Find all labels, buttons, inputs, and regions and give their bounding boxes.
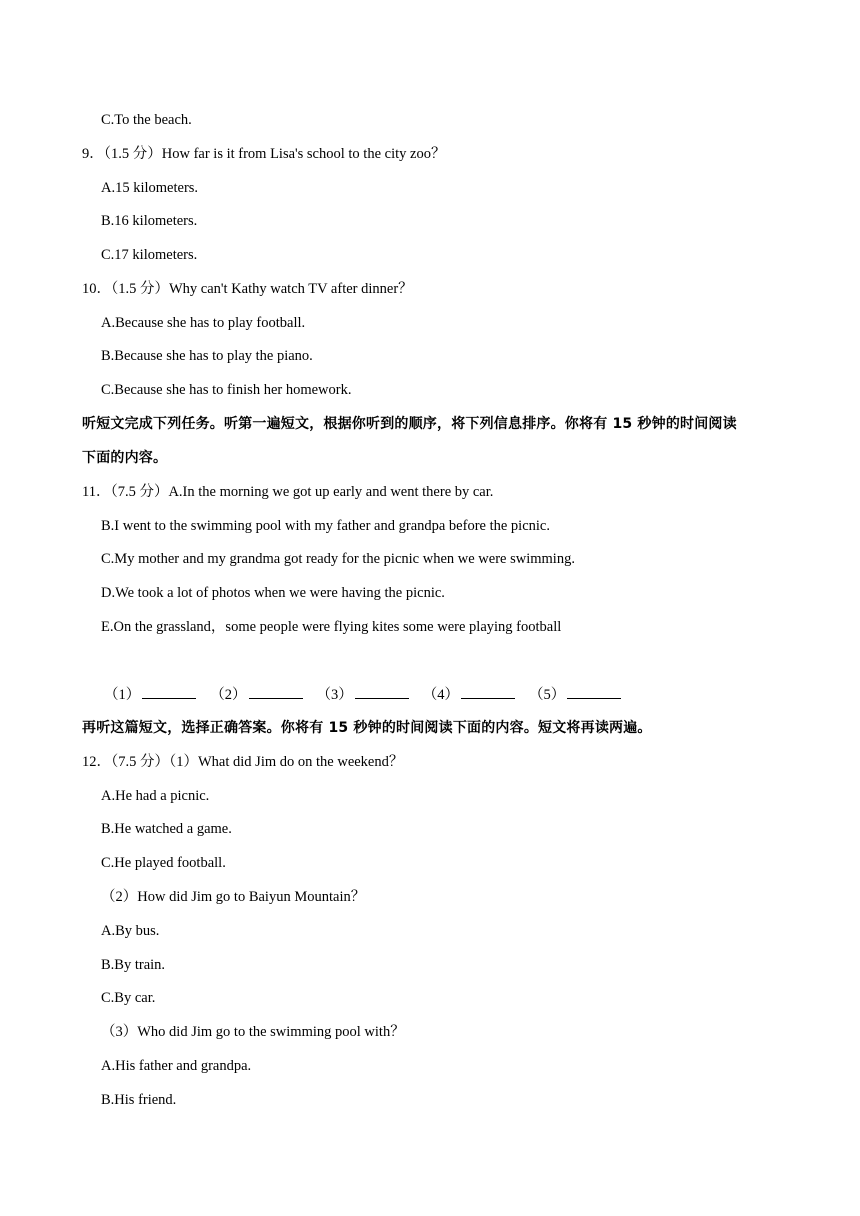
q12-3-option-a: A.His father and grandpa. (101, 1058, 252, 1074)
q10-option-b: B.Because she has to play the piano. (101, 348, 313, 364)
q11-prompt: 11．（7.5 分）A.In the morning we got up early and went there by car. (82, 484, 494, 500)
q9-prompt: 9．（1.5 分）How far is it from Lisa's school to the city zoo？ (82, 146, 446, 162)
q12-1-option-a: A.He had a picnic. (101, 788, 210, 804)
q12-3-prompt: （3）Who did Jim go to the swimming pool with？ (101, 1024, 405, 1040)
q12-2-prompt: （2）How did Jim go to Baiyun Mountain？ (101, 889, 366, 905)
q9-option-b: B.16 kilometers. (101, 213, 198, 229)
q12-2-option-b: B.By train. (101, 957, 166, 973)
blank-line (461, 684, 515, 699)
blank-number: （2） (210, 687, 247, 703)
q11-option-d: D.We took a lot of photos when we were having the picnic. (101, 585, 445, 601)
q11-option-e: E.On the grassland，some people were flying kites some were playing football (101, 619, 562, 635)
blank-number: （3） (316, 687, 353, 703)
q10-prompt: 10．（1.5 分）Why can't Kathy watch TV after dinner？ (82, 281, 413, 297)
blank-line (567, 684, 621, 699)
q9-option-a: A.15 kilometers. (101, 180, 199, 196)
q10-option-c: C.Because she has to finish her homework. (101, 382, 352, 398)
answer-blank[interactable] (104, 684, 196, 705)
answer-blank[interactable] (529, 684, 621, 705)
blank-number: （4） (422, 687, 459, 703)
q12-1-option-b: B.He watched a game. (101, 821, 232, 837)
q12-2-option-a: A.By bus. (101, 923, 160, 939)
q12-prompt: 12．（7.5 分）（1）What did Jim do on the weekend？ (82, 754, 404, 770)
answer-blank[interactable] (210, 684, 302, 705)
answer-blank[interactable] (317, 684, 409, 705)
q8-option-c: C.To the beach. (101, 112, 192, 128)
answer-blank[interactable] (423, 684, 515, 705)
blank-line (249, 684, 303, 699)
q9-option-c: C.17 kilometers. (101, 247, 198, 263)
blank-line (355, 684, 409, 699)
q10-option-a: A.Because she has to play football. (101, 315, 306, 331)
q12-3-option-b: B.His friend. (101, 1092, 177, 1108)
blank-number: （1） (104, 687, 141, 703)
q11-option-b: B.I went to the swimming pool with my father and grandpa before the picnic. (101, 518, 550, 534)
section-instruction-2: 再听这篇短文，选择正确答案。你将有 15 秒钟的时间阅读下面的内容。短文将再读两遍。 (82, 720, 652, 736)
q12-2-option-c: C.By car. (101, 990, 156, 1006)
blank-line (142, 684, 196, 699)
section-instruction-1-line1: 听短文完成下列任务。听第一遍短文，根据你听到的顺序，将下列信息排序。你将有 15 秒钟的时间阅读 (82, 416, 737, 432)
blank-number: （5） (529, 687, 566, 703)
q11-answer-blanks (104, 684, 635, 705)
section-instruction-1-line2: 下面的内容。 (82, 450, 168, 466)
q12-1-option-c: C.He played football. (101, 855, 226, 871)
q11-option-c: C.My mother and my grandma got ready for the picnic when we were swimming. (101, 551, 575, 567)
